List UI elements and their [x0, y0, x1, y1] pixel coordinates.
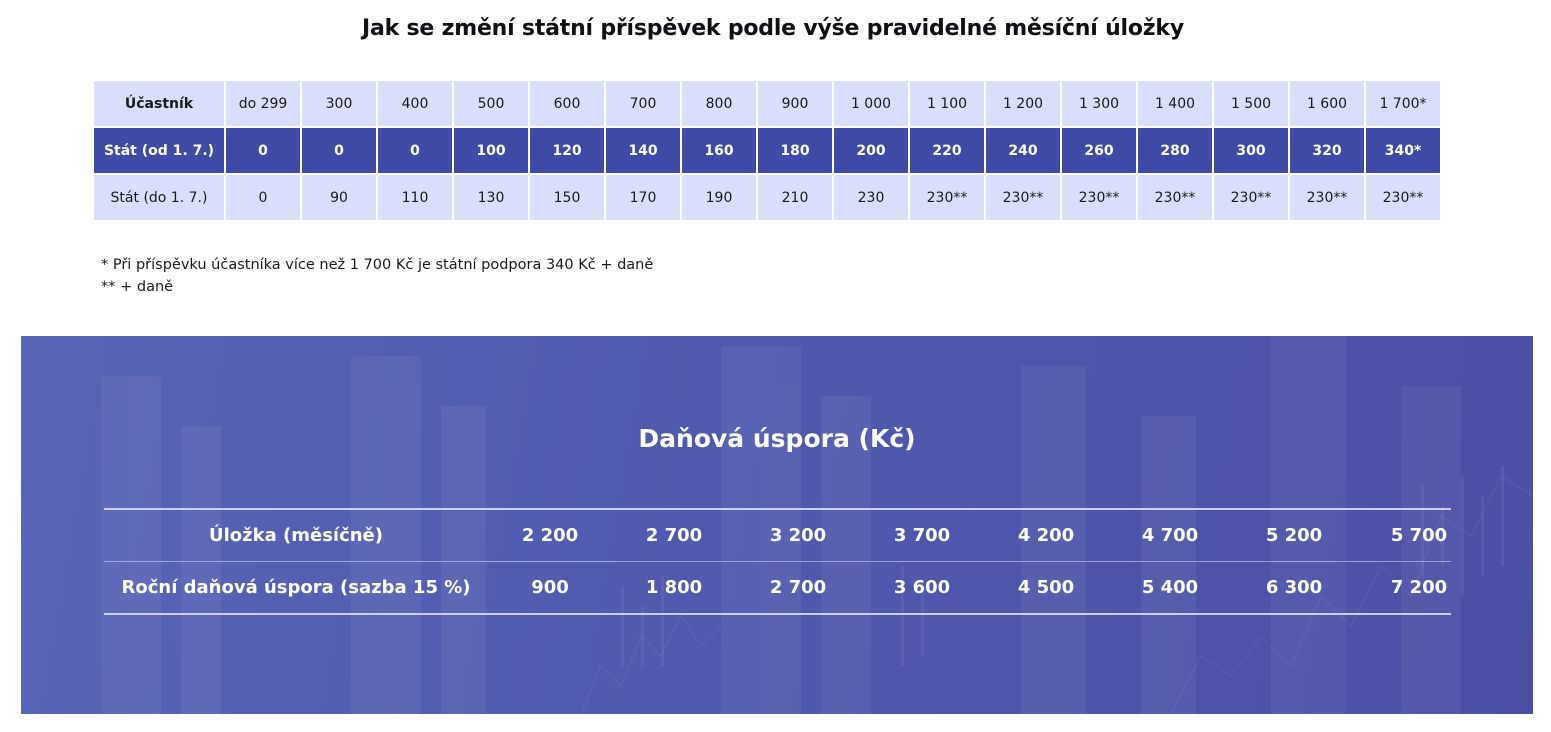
- table-cell: 120: [530, 128, 604, 175]
- tax-cell: 6 300: [1265, 577, 1323, 598]
- table-cell: 90: [302, 175, 376, 222]
- table-cell: 130: [454, 175, 528, 222]
- table-cell: 0: [226, 175, 300, 222]
- table-cell: 210: [758, 175, 832, 222]
- row-state-until-july: [94, 175, 1440, 222]
- tax-row-label: Úložka (měsíčně): [208, 525, 383, 546]
- table-cell: 180: [758, 128, 832, 175]
- table-cell: 160: [682, 128, 756, 175]
- tax-row-label: Roční daňová úspora (sazba 15 %): [121, 577, 471, 598]
- table-cell: 170: [606, 175, 680, 222]
- table-cell: 1 000: [834, 81, 908, 128]
- tax-row-deposit: [104, 510, 1451, 561]
- tax-cell: 7 200: [1390, 577, 1448, 598]
- row-participant: [94, 81, 1440, 128]
- table-cell: 900: [758, 81, 832, 128]
- table-cell: 230: [834, 175, 908, 222]
- table-cell: 260: [1062, 128, 1136, 175]
- table-cell: 400: [378, 81, 452, 128]
- table-cell: 1 500: [1214, 81, 1288, 128]
- row-state-from-july: [94, 128, 1440, 175]
- table-cell: 300: [1214, 128, 1288, 175]
- table-cell: 220: [910, 128, 984, 175]
- table-cell: 240: [986, 128, 1060, 175]
- row-header: Stát (do 1. 7.): [94, 175, 224, 222]
- table-cell: 0: [302, 128, 376, 175]
- table-cell: 1 700*: [1366, 81, 1440, 128]
- tax-cell: 3 600: [893, 577, 951, 598]
- tax-cell: 5 700: [1390, 525, 1448, 546]
- table-cell: 1 600: [1290, 81, 1364, 128]
- table-cell: 100: [454, 128, 528, 175]
- state-contribution-table: [92, 81, 1442, 222]
- tax-cell: 5 400: [1141, 577, 1199, 598]
- table-cell: 1 100: [910, 81, 984, 128]
- table-cell: 1 400: [1138, 81, 1212, 128]
- table-cell: 200: [834, 128, 908, 175]
- table-cell: 1 300: [1062, 81, 1136, 128]
- page-title: Jak se změní státní příspěvek podle výše pravidelné měsíční úložky: [362, 16, 1184, 41]
- table-cell: 280: [1138, 128, 1212, 175]
- table-cell: 340*: [1366, 128, 1440, 175]
- tax-cell: 4 700: [1141, 525, 1199, 546]
- table-cell: 230**: [1366, 175, 1440, 222]
- row-header: Stát (od 1. 7.): [94, 128, 224, 175]
- tax-cell: 1 800: [645, 577, 703, 598]
- table-cell: 230**: [1214, 175, 1288, 222]
- table-cell: 230**: [1290, 175, 1364, 222]
- tax-cell: 4 200: [1017, 525, 1075, 546]
- table-cell: 230**: [1062, 175, 1136, 222]
- table-cell: 230**: [1138, 175, 1212, 222]
- tax-savings-panel: [21, 336, 1533, 714]
- table-cell: 300: [302, 81, 376, 128]
- footnote-double-star: ** + daně: [101, 279, 174, 295]
- tax-savings-title: Daňová úspora (Kč): [638, 424, 916, 453]
- table-cell: 800: [682, 81, 756, 128]
- tax-savings-table: [104, 508, 1451, 615]
- table-cell: 600: [530, 81, 604, 128]
- tax-cell: 3 200: [769, 525, 827, 546]
- table-cell: 190: [682, 175, 756, 222]
- tax-cell: 900: [531, 577, 569, 598]
- tax-cell: 4 500: [1017, 577, 1075, 598]
- table-cell: 150: [530, 175, 604, 222]
- table-cell: 700: [606, 81, 680, 128]
- table-cell: 320: [1290, 128, 1364, 175]
- table-cell: 110: [378, 175, 452, 222]
- table-cell: do 299: [226, 81, 300, 128]
- tax-cell: 3 700: [893, 525, 951, 546]
- table-cell: 500: [454, 81, 528, 128]
- tax-cell: 2 700: [769, 577, 827, 598]
- tax-row-annual-saving: [104, 561, 1451, 613]
- footnote-single-star: * Při příspěvku účastníka více než 1 700 Kč je státní podpora 340 Kč + daně: [101, 257, 654, 273]
- tax-cell: 2 200: [521, 525, 579, 546]
- table-cell: 0: [226, 128, 300, 175]
- table-cell: 230**: [910, 175, 984, 222]
- tax-cell: 5 200: [1265, 525, 1323, 546]
- table-cell: 230**: [986, 175, 1060, 222]
- table-cell: 140: [606, 128, 680, 175]
- table-cell: 1 200: [986, 81, 1060, 128]
- row-header: Účastník: [94, 81, 224, 128]
- table-cell: 0: [378, 128, 452, 175]
- footnotes: [101, 254, 653, 298]
- tax-cell: 2 700: [645, 525, 703, 546]
